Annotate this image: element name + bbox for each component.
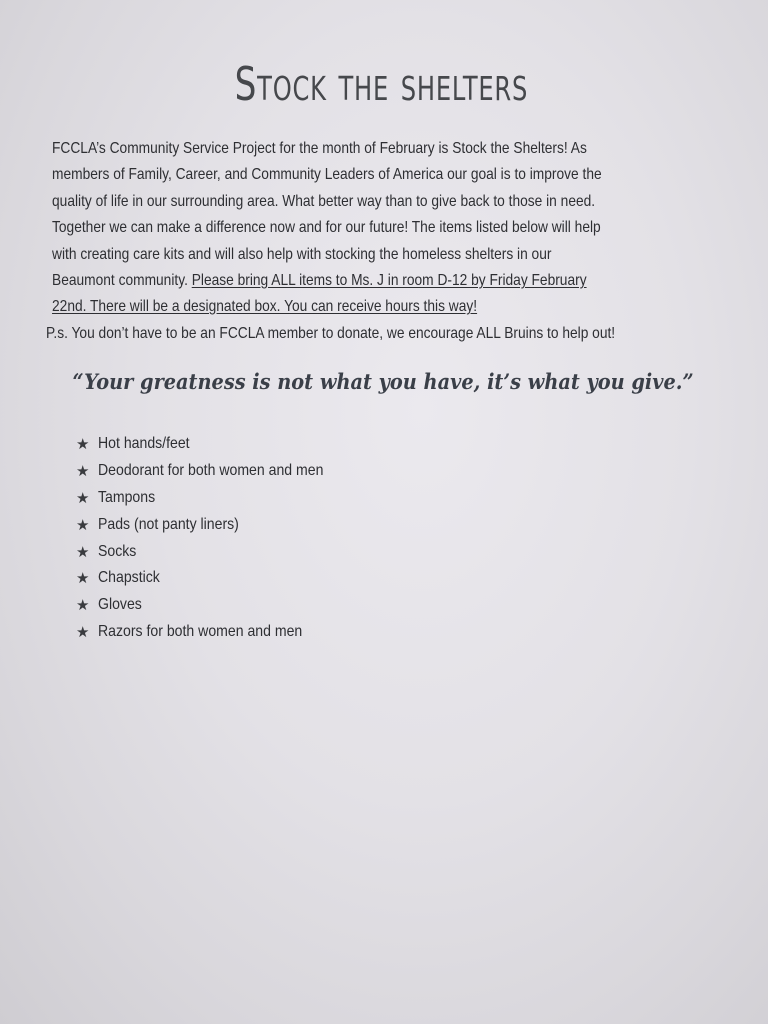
paragraph-text: Beaumont community. (52, 271, 192, 289)
quote: “Your greatness is not what you have, it’s what you give.” (72, 369, 694, 394)
list-item (76, 592, 354, 619)
list-item-label: Tampons (98, 488, 156, 506)
paragraph-line: with creating care kits and will also help with stocking the homeless shelters in our (52, 245, 552, 263)
list-item (76, 619, 354, 646)
list-item-label: Pads (not panty liners) (98, 515, 239, 533)
star-icon: ★ (76, 543, 90, 561)
list-item-label: Chapstick (98, 569, 160, 587)
paragraph-line: members of Family, Career, and Community Leaders of America our goal is to improve the (52, 166, 602, 184)
list-item-label: Deodorant for both women and men (98, 462, 324, 480)
postscript: P.s. You don’t have to be an FCCLA member to donate, we encourage ALL Bruins to help out! (46, 324, 616, 342)
list-item-label: Socks (98, 542, 137, 560)
star-icon: ★ (76, 570, 90, 588)
list-item (76, 485, 354, 512)
list-item (76, 431, 354, 458)
star-icon: ★ (76, 516, 90, 534)
paragraph-line: FCCLA’s Community Service Project for the month of February is Stock the Shelters! As (52, 140, 587, 157)
paragraph-line (46, 294, 648, 320)
list-item (76, 511, 354, 538)
drop-off-instructions-cont: 22nd. There will be a designated box. You can receive hours this way! (52, 298, 478, 316)
star-icon: ★ (76, 489, 90, 507)
drop-off-instructions: Please bring ALL items to Ms. J in room D-12 by Friday February (191, 271, 587, 289)
list-item (76, 565, 354, 592)
star-icon: ★ (76, 623, 90, 641)
star-icon: ★ (76, 436, 90, 454)
donation-items-list (76, 431, 354, 645)
page-title: Stock the shelters (234, 58, 529, 112)
star-icon: ★ (76, 597, 90, 615)
paragraph-line: quality of life in our surrounding area. What better way than to give back to those in need. (52, 192, 596, 210)
list-item-label: Razors for both women and men (98, 622, 303, 640)
list-item-label: Hot hands/feet (98, 435, 190, 453)
paragraph-line: Together we can make a difference now and for our future! The items listed below will help (52, 219, 601, 237)
intro-paragraph (46, 136, 746, 347)
list-item (76, 458, 354, 485)
list-item (76, 538, 354, 565)
paragraph-line (46, 268, 648, 294)
star-icon: ★ (76, 463, 90, 481)
list-item-label: Gloves (98, 596, 142, 614)
